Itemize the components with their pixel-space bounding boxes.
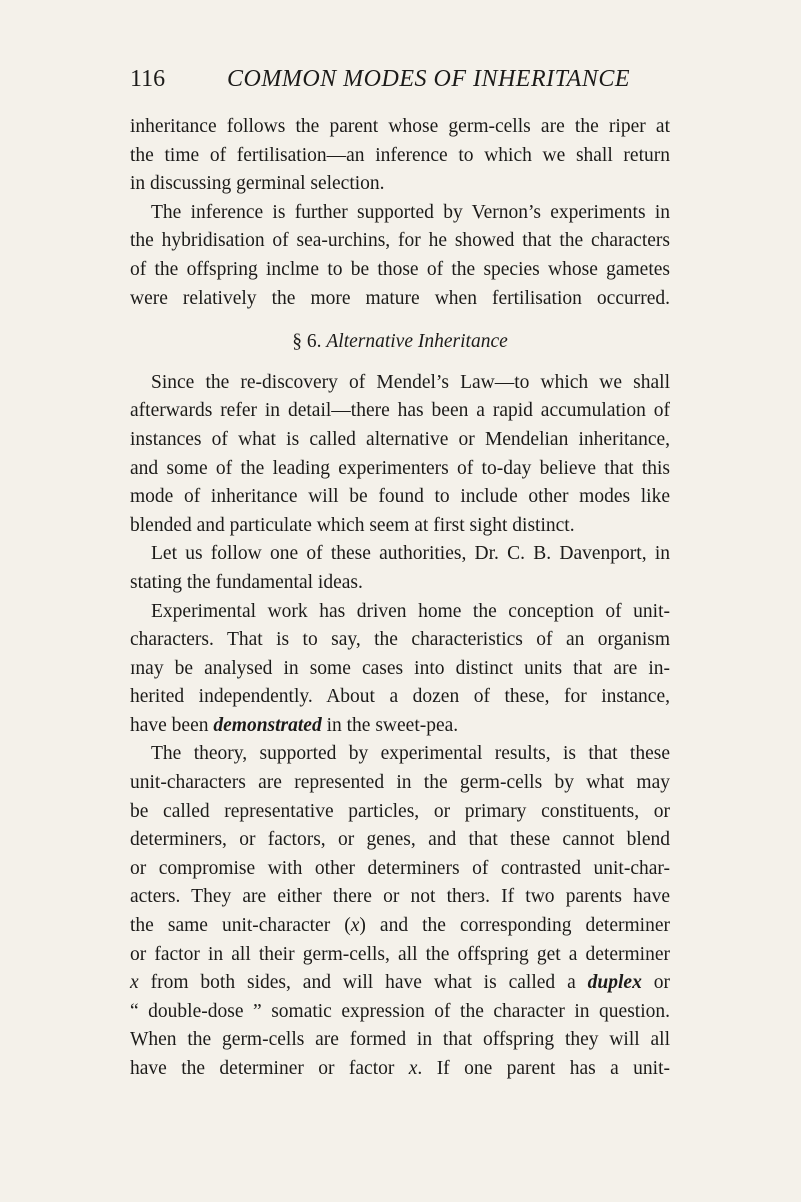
text-line: were relatively the more mature when fertilisation occurred. [130, 287, 670, 309]
text-line: the time of fertilisation—an inference to which we shall return [130, 144, 670, 166]
paragraph-4 [130, 540, 670, 597]
variable-x: x [350, 915, 360, 937]
text-fragment: have been [130, 714, 214, 736]
text-line: the hybridisation of sea-urchins, for he showed that the characters [130, 230, 670, 252]
text-line: When the germ-cells are formed in that offspring they will all [130, 1029, 670, 1051]
text-line: afterwards refer in detail—there has been a rapid accumulation of [130, 400, 670, 422]
running-header [130, 62, 670, 96]
text-line [130, 969, 670, 998]
page-number: 116 [130, 66, 166, 92]
text-line: characters. That is to say, the characteristics of an organism [130, 629, 670, 651]
text-fragment: ) and the corresponding determiner [359, 915, 670, 937]
text-line: be called representative particles, or primary constituents, or [130, 800, 670, 822]
paragraph-2 [130, 199, 670, 313]
text-line: The inference is further supported by Vernon’s experiments in [151, 201, 670, 223]
paragraph-3 [130, 369, 670, 541]
emphasis-text: duplex [587, 972, 642, 994]
text-line: “ double-dose ” somatic expression of the character in question. [130, 1000, 670, 1022]
variable-x: x [408, 1058, 418, 1079]
text-line: The theory, supported by experimental results, is that these [151, 743, 670, 765]
variable-x: x [130, 972, 139, 994]
text-line: determiners, or factors, or genes, and that these cannot blend [130, 829, 670, 851]
text-fragment: . If one parent has a unit- [417, 1058, 670, 1079]
text-fragment: or [641, 972, 670, 994]
text-line: Since the re-discovery of Mendel’s Law—to which we shall [151, 371, 670, 393]
text-line: mode of inheritance will be found to include other modes like [130, 486, 670, 508]
running-title: COMMON MODES OF INHERITANCE [227, 66, 631, 92]
text-line: blended and particulate which seem at first sight distinct. [130, 514, 575, 536]
text-line: inheritance follows the parent whose germ-cells are the riper at [130, 116, 670, 137]
text-line: of the offspring inclme to be those of the species whose gametes [130, 258, 670, 280]
text-line: ɪnay be analysed in some cases into distinct units that are in- [130, 657, 670, 679]
body-text [130, 113, 670, 1084]
text-line: instances of what is called alternative or Mendelian inheritance, [130, 428, 670, 450]
text-line: acters. They are either there or not therɜ. If two parents have [130, 886, 670, 908]
paragraph-1 [130, 113, 670, 199]
paragraph-5 [130, 598, 670, 741]
text-line [130, 1055, 670, 1084]
text-line: Experimental work has driven home the conception of unit- [151, 600, 670, 622]
text-line: or compromise with other determiners of contrasted unit-char- [130, 857, 670, 879]
section-number: § 6. [292, 331, 322, 353]
section-heading [130, 328, 670, 357]
emphasis-text: demonstrated [213, 714, 322, 736]
text-line: in discussing germinal selection. [130, 173, 385, 195]
text-fragment: in the sweet-pea. [321, 714, 459, 736]
section-title: Alternative Inheritance [326, 331, 508, 353]
text-line: stating the fundamental ideas. [130, 571, 363, 593]
text-line [130, 712, 670, 741]
text-line: or factor in all their germ-cells, all the offspring get a determiner [130, 943, 670, 965]
text-line: herited independently. About a dozen of these, for instance, [130, 686, 670, 708]
paragraph-6 [130, 740, 670, 1083]
text-fragment: the same unit-character ( [130, 915, 351, 937]
text-line: unit-characters are represented in the germ-cells by what may [130, 772, 670, 794]
text-line [130, 912, 670, 941]
text-fragment: have the determiner or factor [130, 1058, 409, 1079]
text-line: and some of the leading experimenters of to-day believe that this [130, 457, 670, 479]
text-line: Let us follow one of these authorities, Dr. C. B. Davenport, in [151, 543, 670, 565]
text-fragment: from both sides, and will have what is called a [138, 972, 588, 994]
